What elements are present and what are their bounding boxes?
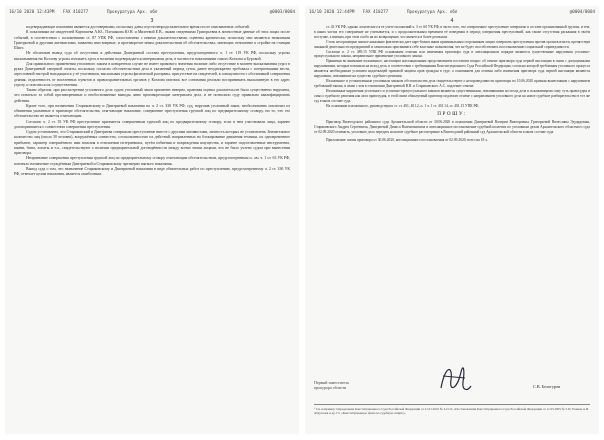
document-page-left xyxy=(5,6,299,434)
paragraph: Согласно ч. 2 ст. 35 УК РФ преступление признается совершенным группой лиц по предварительному сговору, если в нем участвовали лица, заранее договорившиеся о совместном совершении преступления. xyxy=(14,119,290,129)
signatory-title-line-2: прокурора области xyxy=(314,385,347,390)
page-body xyxy=(14,25,290,177)
paragraph: ст. 43 УК РФ, однако логического в ее учете положений ч. 3 ст. 60 УК РФ, в части того, что совершенное преступление совершено в составе организованной группы, и тем, в каких частях его совершение не учитывается, и с продолжительным временем её поведения в период совершения преступлений, как также отсутствия раскаяния в своём поступке, а именно, при этом особо на их возвращение, что является в более реальном. xyxy=(314,25,590,39)
page-number: 3 xyxy=(150,18,154,24)
signatory-name: С.В. Белогуров xyxy=(533,384,561,389)
paragraph: Таким образом, при рассмотрении уголовного дела судом уголовный закон применен неверно, правовая оценка доказательств была существенно нарушена, что повлекло за собой противоречивые и необоснованные выводы, явно противоречащие материалам дела, и не позволило суду правильно квалифицировать действия. xyxy=(14,88,290,103)
signatory-title xyxy=(314,380,349,390)
fax-number: FAX 410277 xyxy=(362,9,389,14)
paragraph: Для правильного применения уголовного закона в конкретном случае не имеет правового значения наличие либо отсутствие в момент высказывания угроз в руках Дмитриевой саперной лопаты, поскольку согласно обстоятельствам дела в указанный период суток, ранее неоднократно требовала с потерпевшими вести, агрессивной настрой находящихся у её участников, высказывая угрозы физической расправы, присутствие на свидетелей, в совокупности с обстановкой совершения деяния, отдаленность от населенных пунктов и правоохранительных органов у Козлова имелись все основания реально воспринимать высказанную в его адрес угрозу, и опасаться их осуществления. xyxy=(14,61,290,87)
fax-page: @0003/0004 xyxy=(269,9,295,14)
paragraph: Изложенное и установленные уголовным законом обстоятельства дела свидетельствуют о несправедливости приговора по 10.06.2020 признан вынесенным с нарушением требований закона, в связи с чем в отношении Дмитриевой В.В. и Стариковского А.С. подлежит отмене. xyxy=(314,78,590,88)
signatory-title-line-1: Первый заместитель xyxy=(314,380,350,385)
document-page-right xyxy=(305,6,599,434)
fax-header xyxy=(9,9,295,14)
request-text: Приговор Вилегодского районного суда Архангельской области от 30.06.2020 в отношении Дмитриевой Валерии Викторовны, Григорьевой Вячеславы Эдуардовны, Стариковского Андрея Сергеевича, Дмитриевой Дениса Валентиновича и апелляционное постановление судебной коллегии по уголовным делам Архангельского областного суда от 02.09.2020 отменить, уголовное дело передать на новое судебное рассмотрение в Вилегодский районный суд Архангельской области в ином составе суда. xyxy=(314,120,590,135)
paragraph: Согласно п. 2 ст. 389.15 УПК РФ основанием отмены или изменения приговора суда в апелляционном порядке являются существенные нарушения уголовно-процессуального закона, неправильное применение уголовного закона. xyxy=(314,49,590,59)
paragraph: Вывод суда о том, что назначение Стариковскому и Дмитриевой наказания в виде обязательных работ по преступлению, предусмотренному ч. 2 ст. 330 УК РФ, отвечает целям наказания, является ошибочным. xyxy=(14,166,290,176)
page-number: 4 xyxy=(450,18,454,24)
footnote: ¹ См. например: Определение Конституционного Суда Российской Федерации от 21.01.2010 № 4-О-О; «Постановления Конституционного Суда Российской Федерации от 11.05.2005 № 5-П; Рожков А.И. Абдуллаев и др. Гл. «Конституционное право на судебную защиту» xyxy=(314,404,590,415)
paragraph: Непризнание совершения преступления группой лиц по предварительному сговору отягчающим обстоятельством, предусмотренным п. «в» ч. 1 ст. 63 УК РФ, повлекло назначение осуждённым Дмитриевой и Стариковскому чрезмерно мягкого наказания. xyxy=(14,156,290,166)
paragraph: Судом установлено, что Стариковский и Дмитриева совершили преступление вместе с другими активистами, личность которых не установлена. Значительное количество лиц (около 50 человек), вооружённых совместно, согласованностью их действий, направленных на блокирование движения техники, их одновременное прибытие, характер совершённого ими насилия в отношении потерпевших, путём избиения и повреждения имущества, и заранее подготовленные инструменты, камни, биты, лопаты и т.п., свидетельствуют о наличии предварительной договорённости между всеми этими лицами, что не было учтено судом при вынесении приговора. xyxy=(14,130,290,155)
handwritten-signature-icon xyxy=(435,358,475,398)
page-body xyxy=(314,25,590,143)
paragraph: Принимая во внимание изложенное, настоящим апелляционным представлением поставлен вопрос об отмене приговора суда первой инстанции в связи с допущенными нарушениями, которые повлияли на исход дела, в соответствии с требованиями Конституционного Суда Российской Федерации, согласно которой требования уголовного процесса являются необходимым условием надлежащей правовой защиты прав граждан в суде, а основанием для отмены либо изменения приговора суда первой инстанции являются нарушения, повлиявшие на существо судебного решения. xyxy=(314,59,590,79)
paragraph: К показаниям же свидетелей Карташева А.Ю., Плешакова Ю.Н. и Михеевой Е.В., чьими сведениями Григорьевна в личностные данные об этих лицах после событий, в соответствии с положениями ст. 87 УПК РФ, сопоставлены с иными доказательствами, оценены критически, поскольку они являются знакомыми Григорьевой и другими активистами, заявлены ими впервые, и противоречат иным доказательствам об обстоятельствах, имеющих отношение к стройке на станции Шиес. xyxy=(14,30,290,50)
paragraph: Изложенные нарушения уголовного и уголовно-процессуального законов являются существенными, повлиявшими на исход дела в искажающими саму суть правосудия и смысл судебного решения как акта правосудия, в этой связи обжалуемый приговор подлежит отмене с направлением уголовного дела на новое судебное разбирательство в тот же суд в ином составе суда. xyxy=(314,88,590,103)
fax-header xyxy=(309,9,595,14)
paragraph: Столь несоразмерно мягкое наказание фактически дает карт-бланш иным криминальным сторонникам лицам совершать преступления против органов власти, препятствуя законной деятельности предприятий и самовольно присваивать себе властные полномочия, что не будет способствовать восстановлению социальной справедливости. xyxy=(314,39,590,49)
request-heading: ПРОШУ: xyxy=(437,111,467,118)
fax-date: 16/10 2020 12:44PM xyxy=(309,9,355,14)
paragraph: На основании изложенного, руководствуясь ст. ст. 401, 401.2, п. 1 ч. 1 ст. 401.14, ст. 401.15 УПК РФ, xyxy=(326,103,480,108)
paragraph: Кроме того, при назначении Стариковскому и Дмитриевой наказания по ч. 2 ст. 330 УК РФ, суд, нарушив уголовный закон, необоснованно исключил из обвинения указанные в приговоре обстоятельства, отягчающие наказание, совершение преступления группой лиц по предварительному сговору, ни то, что это обстоятельство не является отягчающим. xyxy=(14,103,290,119)
fax-page: @0004/0004 xyxy=(569,9,595,14)
fax-number: FAX 410277 xyxy=(62,9,89,14)
paragraph: Не обоснован вывод суда об отсутствии в действиях Дмитриевой состава преступления, предусмотренного ч. 1 ст. 119 УК РФ, поскольку угрозы высказывания ею Козлову угрозы изложить здесь в наличии подтверждается материалами дела, в частности показаниями самого Козлова и Буровой. xyxy=(14,51,290,61)
fax-sender: Прокуратура Арх. обл xyxy=(107,9,158,14)
fax-sender: Прокуратура Арх. обл xyxy=(407,9,458,14)
attachment-text: Приложение: копия приговора от 30.06.2020, апелляционного постановления от 02.09.2020, всего на 18 л. xyxy=(326,138,488,143)
paragraph: подтверждающие показания являются достоверными, поскольку даны спустя непродолжительное время после описываемых событий. xyxy=(26,25,250,29)
fax-date: 16/10 2020 12:43PM xyxy=(9,9,55,14)
